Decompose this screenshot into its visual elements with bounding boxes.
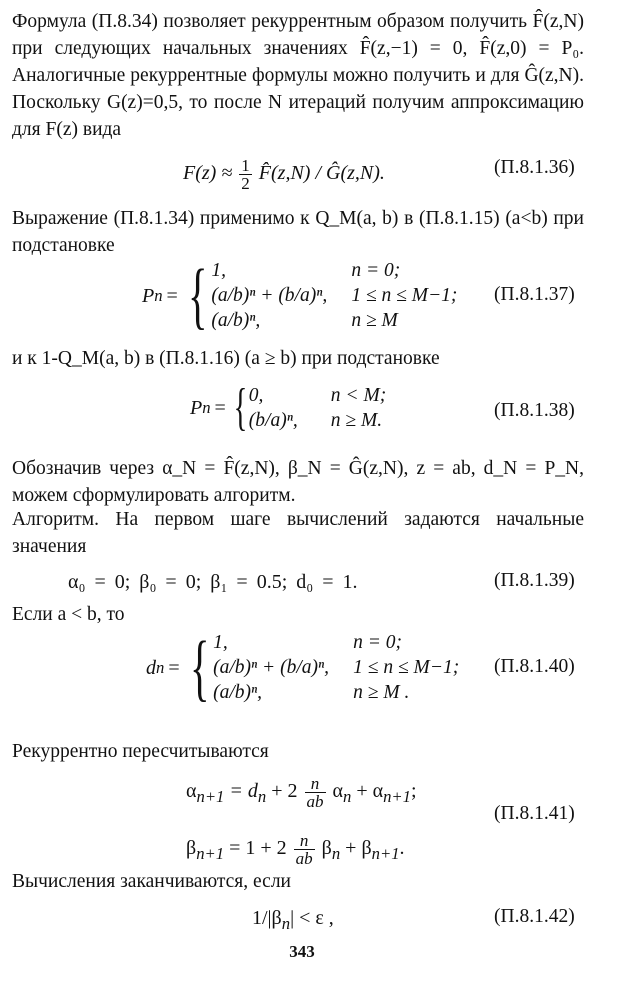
eq41-l2-frac-den: ab bbox=[295, 849, 313, 868]
paragraph-5: Алгоритм. На первом шаге вычислений задаются начальные значения bbox=[12, 509, 584, 557]
eq40-case-1-value: 1, bbox=[213, 632, 228, 653]
paragraph-7: Рекуррентно пересчитываются bbox=[12, 741, 269, 762]
eq38-case-2-value: (b/a)ⁿ, bbox=[248, 410, 298, 431]
eq37-lhs-sub: n bbox=[154, 285, 163, 305]
eq40-case-1-cond: n = 0; bbox=[353, 632, 403, 653]
paragraph-3: и к 1-Q_M(a, b) в (П.8.1.16) (a ≥ b) при подстановке bbox=[12, 348, 440, 369]
eq38-cases bbox=[249, 383, 386, 433]
eq42-tail: | < ε , bbox=[290, 907, 334, 929]
eq40-lhs: d bbox=[146, 656, 156, 679]
eq41-l1-plus2: + 2 bbox=[271, 780, 298, 803]
eq37-case-1-cond: n = 0; bbox=[351, 260, 401, 281]
equation-36 bbox=[183, 157, 385, 192]
equation-number-36: (П.8.1.36) bbox=[494, 157, 575, 178]
eq38-lhs: P bbox=[190, 397, 203, 419]
eq41-l1-plus-alpha-sub: n+1 bbox=[383, 787, 411, 807]
eq41-l2-fraction bbox=[294, 832, 315, 867]
eq37-case-2-cond: 1 ≤ n ≤ M−1; bbox=[351, 285, 458, 306]
eq41-l2-beta: β bbox=[321, 837, 332, 860]
left-brace-38: { bbox=[233, 379, 248, 436]
eq37-case-3-value: (a/b)ⁿ, bbox=[211, 310, 261, 331]
eq37-case-2-value: (a/b)ⁿ + (b/a)ⁿ, bbox=[211, 285, 328, 306]
eq40-lhs-sub: n bbox=[156, 657, 165, 677]
eq36-fraction bbox=[239, 157, 252, 192]
equation-number-42: (П.8.1.42) bbox=[494, 906, 575, 927]
eq37-lhs: P bbox=[142, 284, 155, 307]
left-brace-40: { bbox=[189, 626, 210, 709]
equation-number-39: (П.8.1.39) bbox=[494, 570, 575, 591]
eq41-l1-end: ; bbox=[410, 780, 417, 803]
eq38-case-1-cond: n < M; bbox=[330, 385, 387, 406]
eq41-l2-lhs-sub: n+1 bbox=[196, 844, 225, 864]
eq41-l1-plus-alpha: + α bbox=[356, 780, 384, 803]
eq40-case-3-cond: n ≥ M . bbox=[353, 682, 410, 703]
eq37-case-1-value: 1, bbox=[211, 260, 226, 281]
equation-number-37: (П.8.1.37) bbox=[494, 284, 575, 305]
eq41-l1-d: = d bbox=[229, 780, 258, 803]
eq41-l1-d-sub: n bbox=[257, 787, 267, 807]
left-brace-37: { bbox=[187, 254, 208, 337]
eq40-case-2-value: (a/b)ⁿ + (b/a)ⁿ, bbox=[213, 657, 330, 678]
paragraph-4: Обозначив через α_N = F̂(z,N), β_N = Ĝ(z,N), z = ab, d_N = P_N, можем сформулировать алгоритм. bbox=[12, 458, 584, 506]
eq36-frac-den: 2 bbox=[241, 174, 250, 193]
paragraph-6: Если a < b, то bbox=[12, 604, 125, 625]
paragraph-2: Выражение (П.8.1.34) применимо к Q_M(a, b) в (П.8.1.15) (a<b) при подстановке bbox=[12, 208, 584, 256]
equation-38: P n = { 0, n < M; (b/a)ⁿ, n ≥ M. bbox=[190, 379, 387, 436]
eq41-l2-plus-beta: + β bbox=[345, 837, 372, 860]
equation-number-38: (П.8.1.38) bbox=[494, 400, 575, 421]
equation-41-line-1 bbox=[186, 775, 417, 810]
eq41-l1-frac-den: ab bbox=[306, 792, 324, 811]
eq41-l1-frac-num: n bbox=[305, 775, 326, 793]
equation-41-line-2 bbox=[186, 832, 405, 867]
eq37-cases bbox=[211, 258, 457, 333]
paragraph-1: Формула (П.8.34) позволяет рекуррентным образом получить F̂(z,N) при следующих начальных значениях F̂(z,−1) = 0, F̂(z,0) = P₀. Аналогичные рекуррентные формулы можно получить и для Ĝ(z,N). Поскольку G(z)=0,5, то после N итераций получим аппроксимацию для F(z) вида bbox=[12, 11, 584, 140]
equation-42 bbox=[252, 906, 334, 936]
equation-number-40: (П.8.1.40) bbox=[494, 656, 575, 677]
eq41-l2-beta-sub: n bbox=[331, 844, 341, 864]
eq36-rhs: F̂(z,N) / Ĝ(z,N). bbox=[258, 162, 385, 185]
eq36-lhs: F(z) ≈ bbox=[183, 162, 233, 185]
eq41-l1-fraction bbox=[305, 775, 326, 810]
paragraph-8: Вычисления заканчиваются, если bbox=[12, 871, 291, 892]
eq40-cases bbox=[213, 630, 459, 705]
equation-37: P n = { 1, n = 0; (a/b)ⁿ + (b/a)ⁿ, 1 ≤ n ≤ M−1; (a/b)ⁿ, n ≥ M bbox=[142, 254, 458, 337]
eq42-sub: n bbox=[281, 914, 291, 933]
equation-40: d n = { 1, n = 0; (a/b)ⁿ + (b/a)ⁿ, 1 ≤ n ≤ M−1; (a/b)ⁿ, n ≥ M . bbox=[146, 626, 460, 709]
equation-39: α₀ = 0; β₀ = 0; β₁ = 0.5; d₀ = 1. bbox=[68, 571, 358, 593]
eq38-case-1-value: 0, bbox=[248, 385, 264, 406]
eq42-text: 1/|β bbox=[252, 907, 282, 929]
eq41-l1-alpha: α bbox=[332, 780, 343, 803]
eq41-l1-lhs: α bbox=[186, 780, 197, 803]
eq40-case-3-value: (a/b)ⁿ, bbox=[213, 682, 263, 703]
eq41-l1-lhs-sub: n+1 bbox=[196, 787, 225, 807]
eq38-case-2-cond: n ≥ M. bbox=[330, 410, 383, 431]
eq41-l2-end: . bbox=[399, 837, 405, 860]
eq41-l1-alpha-sub: n bbox=[342, 787, 352, 807]
eq36-frac-num: 1 bbox=[241, 156, 250, 175]
eq41-l2-plus-beta-sub: n+1 bbox=[371, 844, 400, 864]
page-number: 343 bbox=[289, 942, 315, 961]
eq37-case-3-cond: n ≥ M bbox=[351, 310, 398, 331]
eq41-l2-lhs: β bbox=[186, 837, 197, 860]
eq40-case-2-cond: 1 ≤ n ≤ M−1; bbox=[353, 657, 460, 678]
eq38-lhs-sub: n bbox=[202, 398, 211, 417]
eq41-l2-a: = 1 + 2 bbox=[229, 837, 287, 860]
eq41-l2-frac-num: n bbox=[294, 832, 315, 850]
equation-number-41: (П.8.1.41) bbox=[494, 803, 575, 824]
